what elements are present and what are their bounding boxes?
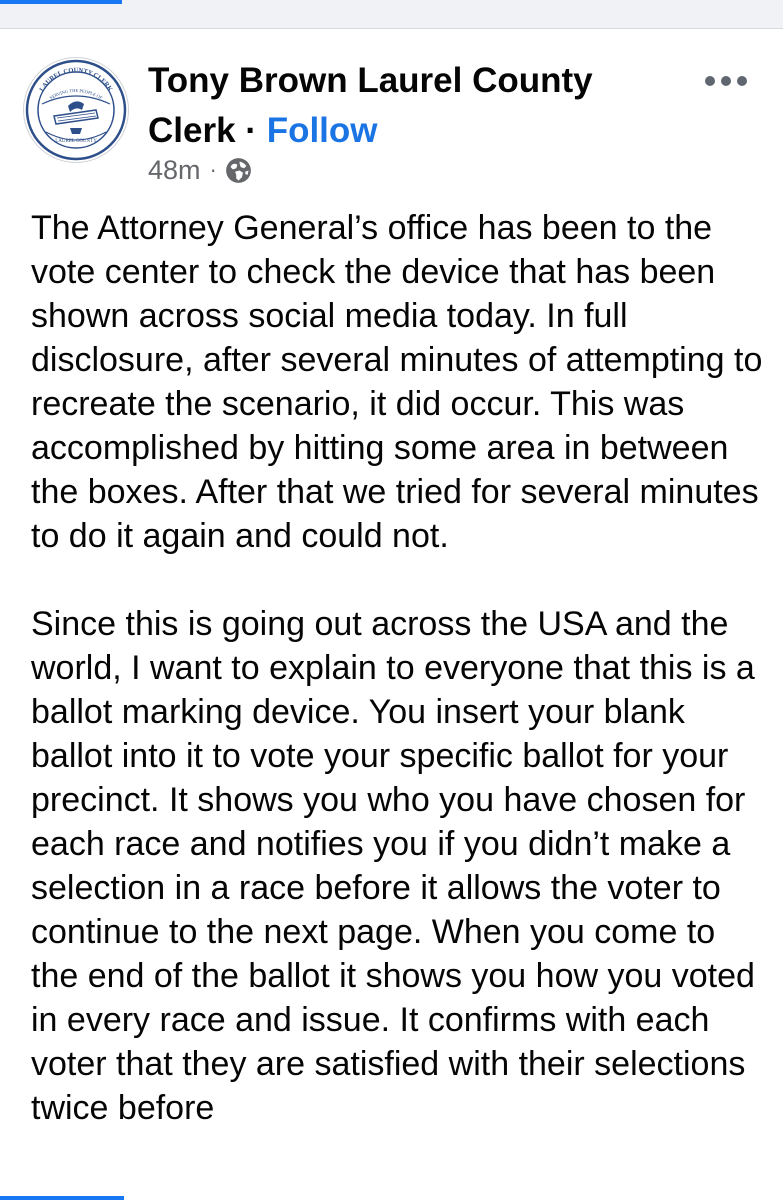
- timestamp[interactable]: 48m: [148, 154, 201, 185]
- post-header: [148, 56, 688, 156]
- meta-separator: ·: [209, 157, 217, 182]
- svg-text:SERVING THE PEOPLE OF: SERVING THE PEOPLE OF: [48, 87, 104, 101]
- top-strip: [0, 0, 783, 29]
- svg-text:LAUREL COUNTY CLERK: LAUREL COUNTY CLERK: [38, 66, 114, 93]
- more-dot: [737, 76, 747, 86]
- header-separator: ·: [245, 111, 257, 150]
- tab-indicator: [0, 0, 122, 4]
- post-paragraph: The Attorney General’s office has been to the vote center to check the device that has been shown across social media today. In full disclosure, after several minutes of attempting to recreate the scenario, it did occur. This was accomplished by hitting some area in between the boxes. After that we tried for several minutes to do it again and could not.: [31, 209, 763, 555]
- post-body: [31, 206, 771, 1130]
- follow-button[interactable]: Follow: [266, 111, 378, 150]
- bottom-strip: [0, 1191, 783, 1200]
- facebook-post: [0, 29, 783, 1200]
- author-name[interactable]: Tony Brown Laurel County: [148, 61, 593, 100]
- more-dot: [721, 76, 731, 86]
- bottom-indicator: [0, 1196, 124, 1200]
- avatar[interactable]: [23, 57, 129, 163]
- post-paragraph: Since this is going out across the USA and the world, I want to explain to everyone that this is a ballot marking device. You insert your blank ballot into it to vote your specific ballot for your precinct. It shows you who you have chosen for each race and notifies you if you didn’t make a selection in a race before it allows the voter to continue to the next page. When you come to the end of the ballot it shows you how you voted in every race and issue. It confirms with each voter that they are satisfied with their selections twice before: [31, 605, 755, 1127]
- county-seal-logo: [24, 58, 128, 162]
- post-meta: [148, 153, 252, 187]
- more-options-icon[interactable]: [705, 71, 747, 91]
- more-dot: [705, 76, 715, 86]
- svg-text:LAUREL COUNTY: LAUREL COUNTY: [55, 139, 97, 144]
- author-name-cont[interactable]: Clerk: [148, 111, 236, 150]
- globe-icon[interactable]: [225, 157, 252, 184]
